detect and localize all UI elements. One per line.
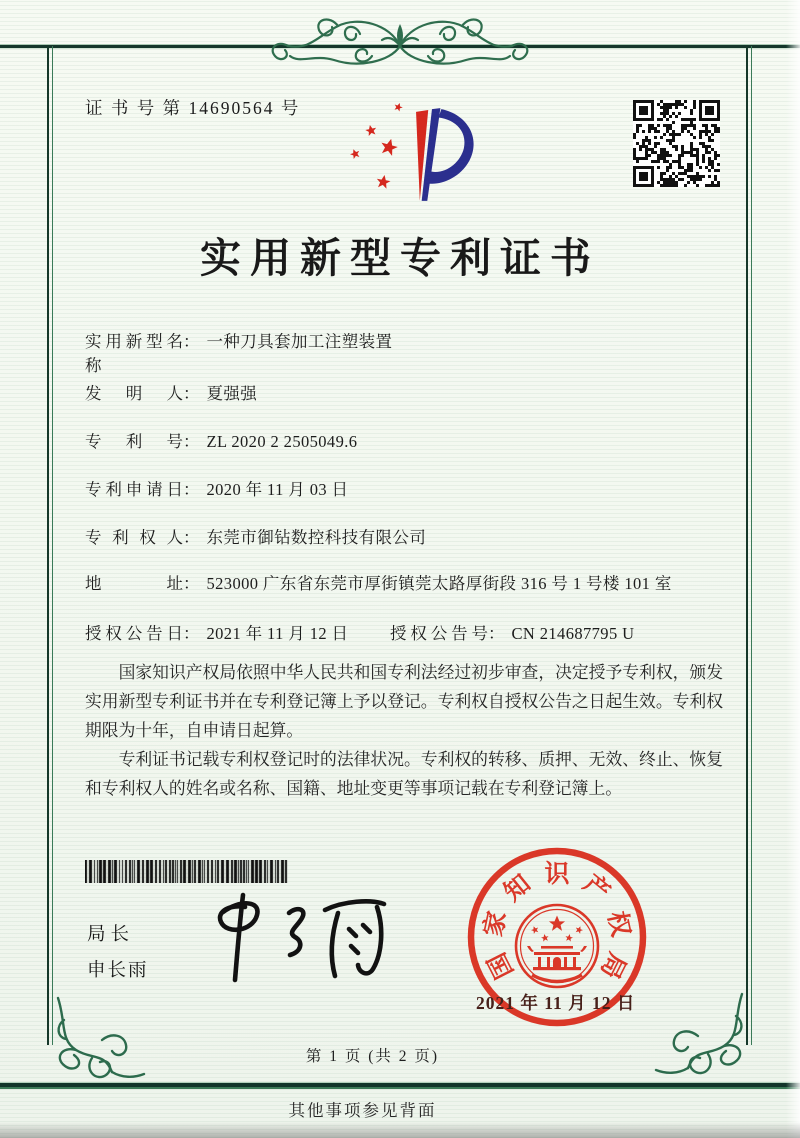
photo-right-edge <box>786 0 800 1138</box>
certificate-number: 证 书 号 第 14690564 号 <box>85 98 301 118</box>
field-label: 地址 <box>85 574 183 593</box>
svg-text:产: 产 <box>578 870 615 907</box>
back-side-note: 其他事项参见背面 <box>288 1101 437 1120</box>
field-value: CN 214687795 U <box>511 624 635 643</box>
legal-paragraph-2: 专利证书记载专利权登记时的法律状况。专利权的转移、质押、无效、终止、恢复和专利权人的姓名或名称、国籍、地址变更等事项记载在专利登记簿上。 <box>85 750 723 799</box>
svg-text:权: 权 <box>602 908 634 940</box>
field-value: 夏强强 <box>206 384 258 403</box>
field-label: 专利权人 <box>85 528 183 547</box>
seal-date: 2021 年 11 月 12 日 <box>476 993 636 1013</box>
legal-text <box>85 658 723 803</box>
photo-bottom-shadow <box>0 1122 800 1138</box>
field-label: 专利号 <box>85 432 183 451</box>
field-value: 东莞市御钻数控科技有限公司 <box>206 528 427 547</box>
field-value: 2021 年 11 月 12 日 <box>206 624 349 643</box>
top-flourish-ornament <box>240 4 560 82</box>
legal-paragraph-1: 国家知识产权局依照中华人民共和国专利法经过初步审查，决定授予专利权，颁发实用新型专利证书并在专利登记簿上予以登记。专利权自授权公告之日起生效。专利权期限为十年，自申请日起算。 <box>85 663 723 741</box>
document-title: 实用新型专利证书 <box>200 235 600 281</box>
signatory-name: 申长雨 <box>87 961 149 981</box>
field-patent-number: 专利号 ： ZL 2020 2 2505049.6 <box>85 430 722 454</box>
bottom-right-flourish <box>652 988 748 1084</box>
field-value: ZL 2020 2 2505049.6 <box>206 432 358 451</box>
svg-text:家: 家 <box>480 908 512 940</box>
field-label: 授权公告日 <box>85 624 183 643</box>
barcode <box>85 860 291 883</box>
qr-code <box>633 100 720 187</box>
field-label: 授权公告号 <box>390 624 488 643</box>
field-grant-date: 授权公告日 ： 2021 年 11 月 12 日 <box>85 622 390 646</box>
director-signature <box>185 888 400 993</box>
svg-text:知: 知 <box>499 870 536 907</box>
frame-left-border <box>47 46 53 1045</box>
field-filing-date: 专利申请日 ： 2020 年 11 月 03 日 <box>85 478 722 502</box>
field-patentee: 专利权人 ： 东莞市御钻数控科技有限公司 <box>85 526 722 550</box>
svg-text:识: 识 <box>544 861 570 888</box>
field-grant-row <box>85 622 722 646</box>
frame-right-border <box>746 46 752 1045</box>
bottom-left-flourish <box>52 992 148 1088</box>
svg-text:国: 国 <box>483 948 520 983</box>
page-number: 第 1 页 (共 2 页) <box>305 1048 440 1065</box>
field-grant-number: 授权公告号 ： CN 214687795 U <box>390 622 634 646</box>
field-label: 发明人 <box>85 384 183 403</box>
field-address: 地址 ： 523000 广东省东莞市厚街镇莞太路厚街段 316 号 1 号楼 101 室 <box>85 572 722 596</box>
seal-national-emblem <box>516 905 598 987</box>
field-value: 2020 年 11 月 03 日 <box>206 480 349 499</box>
field-label: 实用新型名称 <box>85 332 183 375</box>
signatory-block <box>87 920 149 982</box>
signatory-title: 局长 <box>87 925 135 945</box>
svg-text:局: 局 <box>594 948 631 983</box>
field-value: 一种刀具套加工注塑装置 <box>206 332 393 351</box>
field-utility-model-name: 实用新型名称 ： 一种刀具套加工注塑装置 <box>85 330 722 378</box>
field-label: 专利申请日 <box>85 480 183 499</box>
field-value: 523000 广东省东莞市厚街镇莞太路厚街段 316 号 1 号楼 101 室 <box>206 574 672 593</box>
cnipa-logo <box>327 96 477 214</box>
field-inventor: 发明人 ： 夏强强 <box>85 382 722 406</box>
